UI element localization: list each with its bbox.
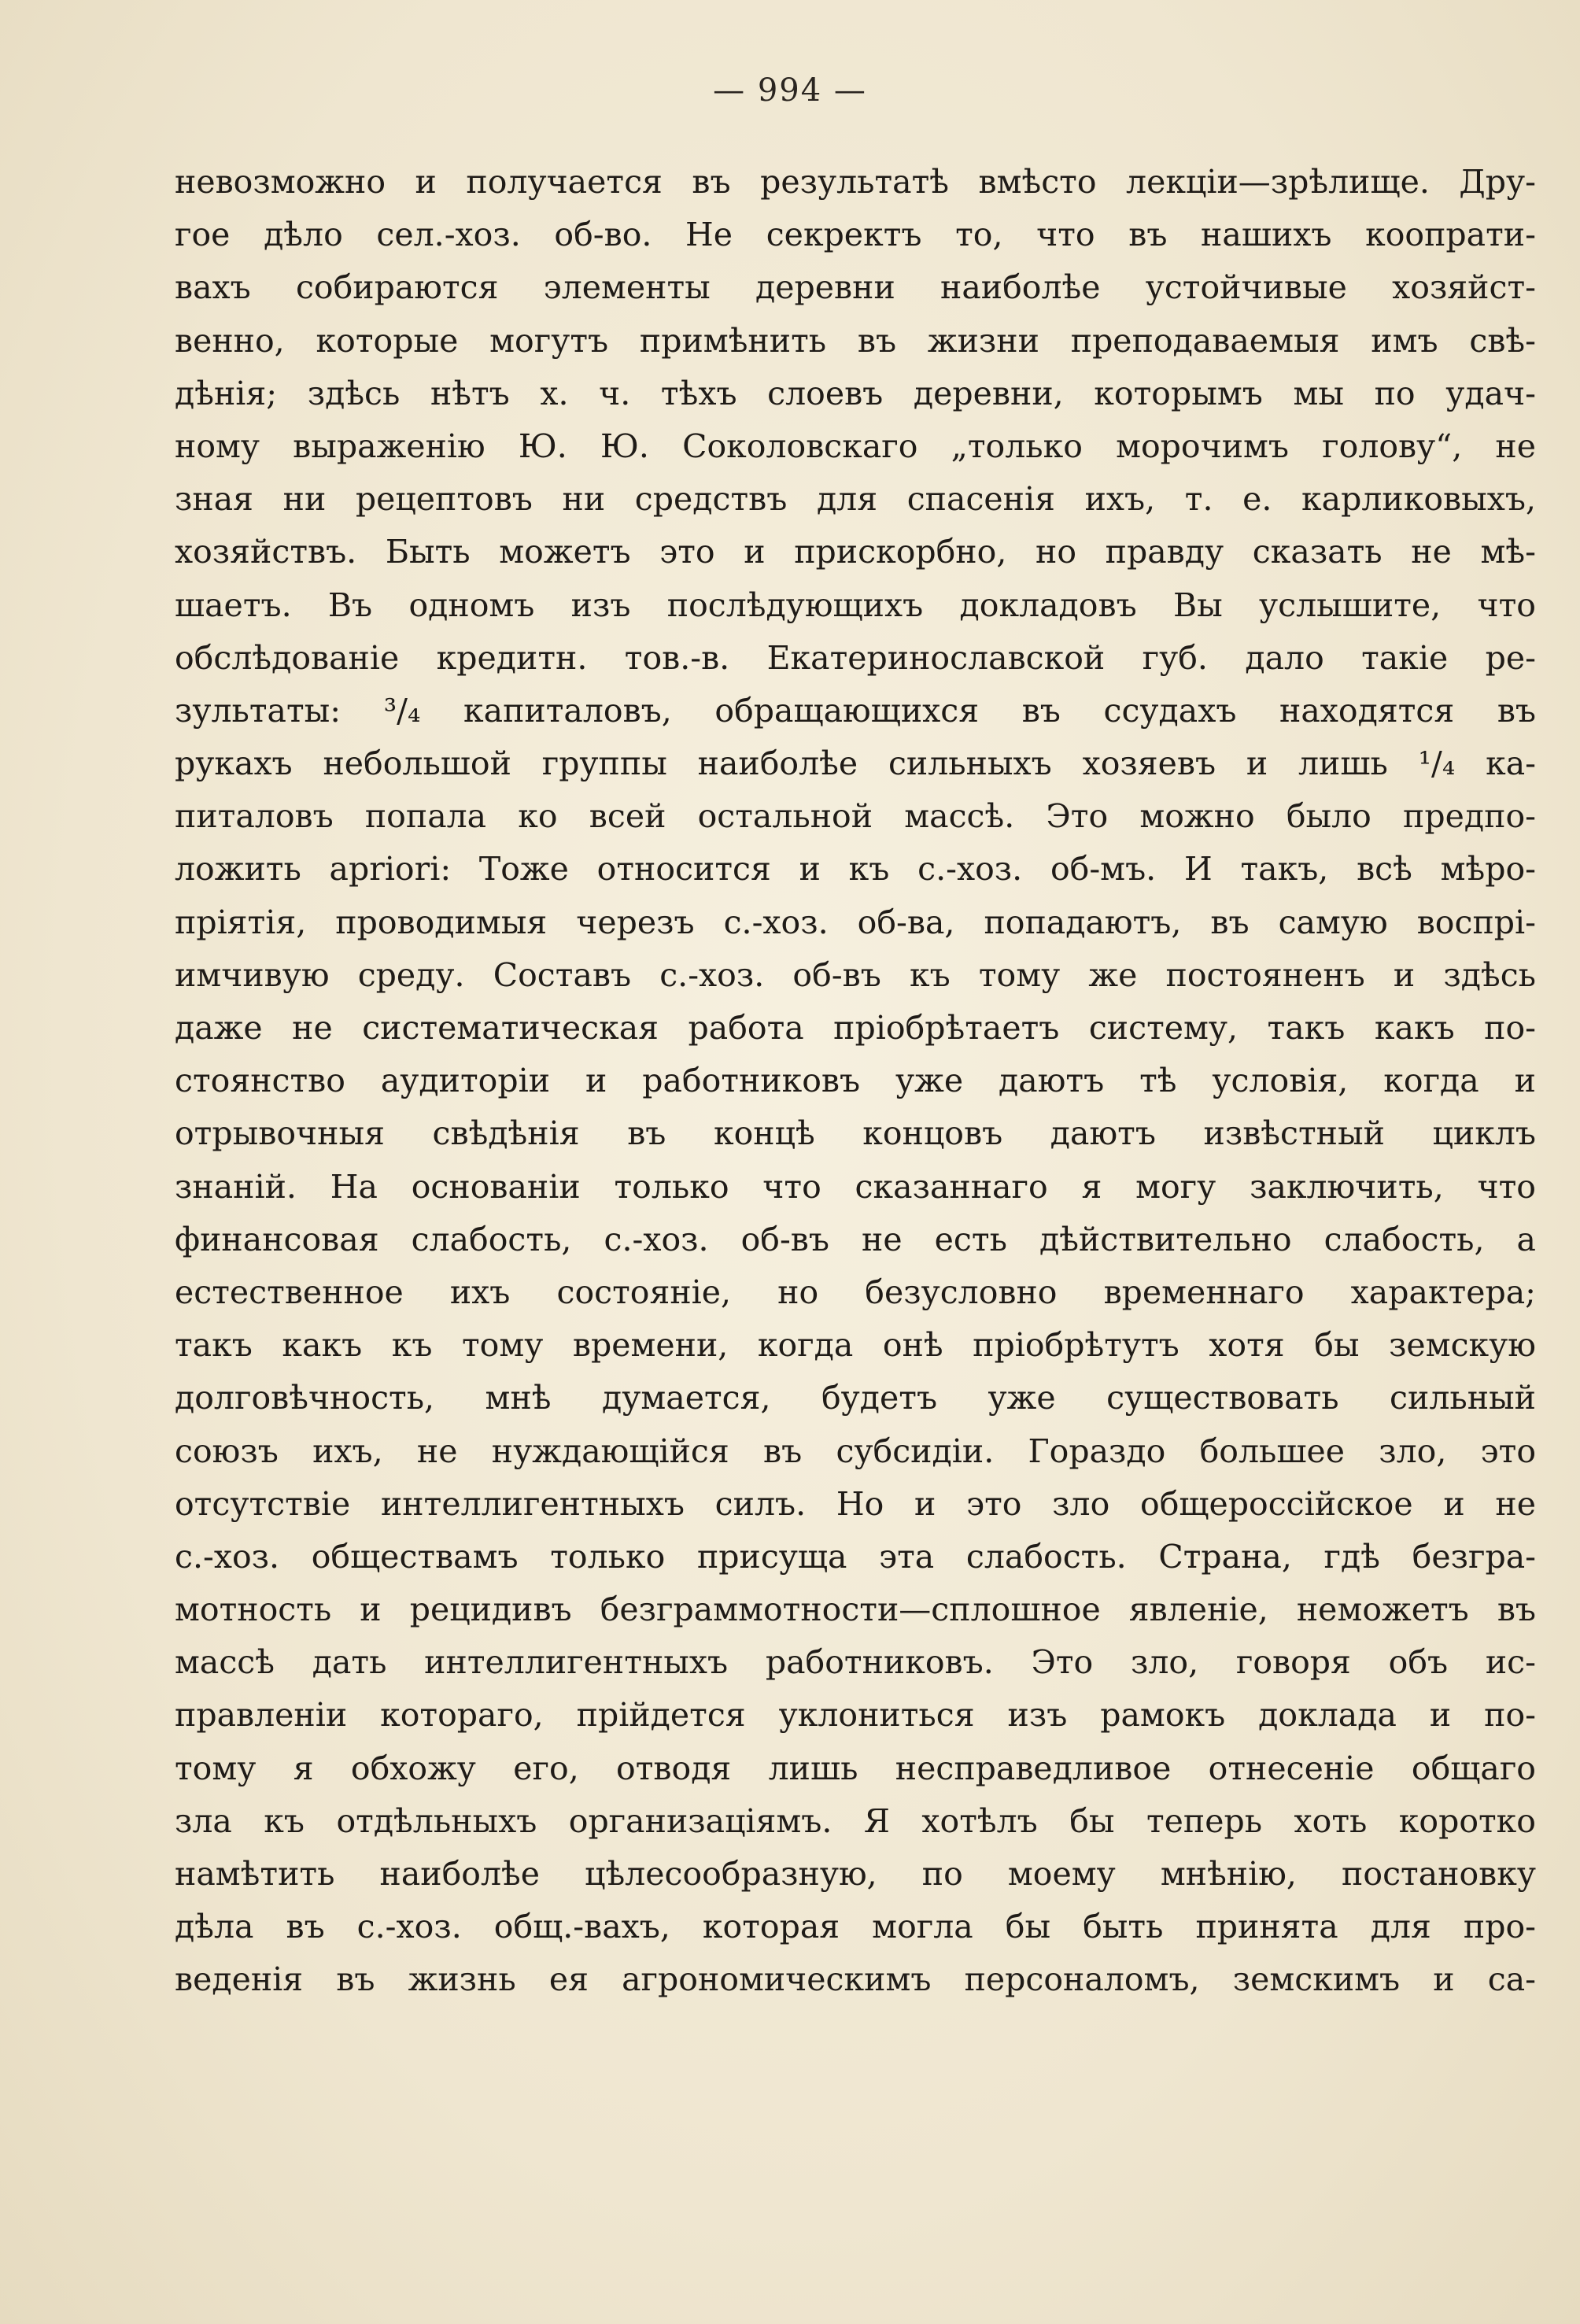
text-line: отрывочныя свѣдѣнія въ концѣ концовъ даютъ извѣстный циклъ xyxy=(175,1114,1536,1153)
page-number: — 994 — xyxy=(713,72,867,109)
text-line: зла къ отдѣльныхъ организаціямъ. Я хотѣлъ бы теперь хоть коротко xyxy=(175,1801,1536,1840)
text-line: дѣла въ с.-хоз. общ.-вахъ, которая могла бы быть принята для про- xyxy=(175,1908,1536,1946)
text-line: массѣ дать интеллигентныхъ работниковъ. Это зло, говоря объ ис- xyxy=(175,1643,1536,1682)
text-line: питаловъ попала ко всей остальной массѣ. Это можно было предпо- xyxy=(175,797,1536,836)
text-line: обслѣдованіе кредитн. тов.-в. Екатеринославской губ. дало такіе ре- xyxy=(175,638,1536,677)
text-line: долговѣчность, мнѣ думается, будетъ уже существовать сильный xyxy=(175,1379,1536,1417)
text-line: даже не систематическая работа пріобрѣтаетъ систему, такъ какъ по- xyxy=(175,1009,1536,1047)
text-line: невозможно и получается въ результатѣ вмѣсто лекціи—зрѣлище. Дру- xyxy=(175,163,1536,201)
text-line: шаетъ. Въ одномъ изъ послѣдующихъ докладовъ Вы услышите, что xyxy=(175,586,1536,624)
text-line: стоянство аудиторіи и работниковъ уже даютъ тѣ условія, когда и xyxy=(175,1062,1536,1100)
text-line: естественное ихъ состояніе, но безусловно временнаго характера; xyxy=(175,1273,1536,1311)
text-line: гое дѣло сел.-хоз. об-во. Не секректъ то, что въ нашихъ коопрати- xyxy=(175,216,1536,254)
text-line: правленіи котораго, прійдется уклониться изъ рамокъ доклада и по- xyxy=(175,1696,1536,1735)
text-line: веденія въ жизнь ея агрономическимъ персоналомъ, земскимъ и са- xyxy=(175,1960,1536,1999)
text-line: финансовая слабость, с.-хоз. об-въ не есть дѣйствительно слабость, а xyxy=(175,1220,1536,1258)
text-line: союзъ ихъ, не нуждающійся въ субсидіи. Гораздо большее зло, это xyxy=(175,1432,1536,1470)
text-line: хозяйствъ. Быть можетъ это и прискорбно, но правду сказать не мѣ- xyxy=(175,533,1536,571)
text-line: мотность и рецидивъ безграммотности—сплошное явленіе, неможетъ въ xyxy=(175,1591,1536,1629)
text-line: дѣнія; здѣсь нѣтъ х. ч. тѣхъ слоевъ деревни, которымъ мы по удач- xyxy=(175,374,1536,412)
text-line: вахъ собираются элементы деревни наиболѣе устойчивые хозяйст- xyxy=(175,268,1536,307)
text-line: ложить apriori: Тоже относится и къ с.-хоз. об-мъ. И такъ, всѣ мѣро- xyxy=(175,850,1536,889)
text-line: такъ какъ къ тому времени, когда онѣ пріобрѣтутъ хотя бы земскую xyxy=(175,1326,1536,1365)
text-line: зультаты: ³/₄ капиталовъ, обращающихся въ ссудахъ находятся въ xyxy=(175,691,1536,730)
text-line: намѣтить наиболѣе цѣлесообразную, по моему мнѣнію, постановку xyxy=(175,1855,1536,1893)
text-line: рукахъ небольшой группы наиболѣе сильныхъ хозяевъ и лишь ¹/₄ ка- xyxy=(175,744,1536,783)
text-line: с.-хоз. обществамъ только присуща эта слабость. Страна, гдѣ безгра- xyxy=(175,1537,1536,1576)
text-line: знаній. На основаніи только что сказаннаго я могу заключить, что xyxy=(175,1167,1536,1206)
body-text xyxy=(175,156,1536,2007)
text-line: венно, которые могутъ примѣнить въ жизни преподаваемыя имъ свѣ- xyxy=(175,321,1536,360)
text-line: пріятія, проводимыя черезъ с.-хоз. об-ва, попадаютъ, въ самую воспрі- xyxy=(175,903,1536,941)
text-line: ному выраженію Ю. Ю. Соколовскаго „только морочимъ голову“, не xyxy=(175,427,1536,465)
text-line: имчивую среду. Составъ с.-хоз. об-въ къ тому же постояненъ и здѣсь xyxy=(175,955,1536,994)
text-line: отсутствіе интеллигентныхъ силъ. Но и это зло общероссійское и не xyxy=(175,1484,1536,1523)
text-line: тому я обхожу его, отводя лишь несправедливое отнесеніе общаго xyxy=(175,1749,1536,1787)
text-line: зная ни рецептовъ ни средствъ для спасенія ихъ, т. е. карликовыхъ, xyxy=(175,480,1536,519)
